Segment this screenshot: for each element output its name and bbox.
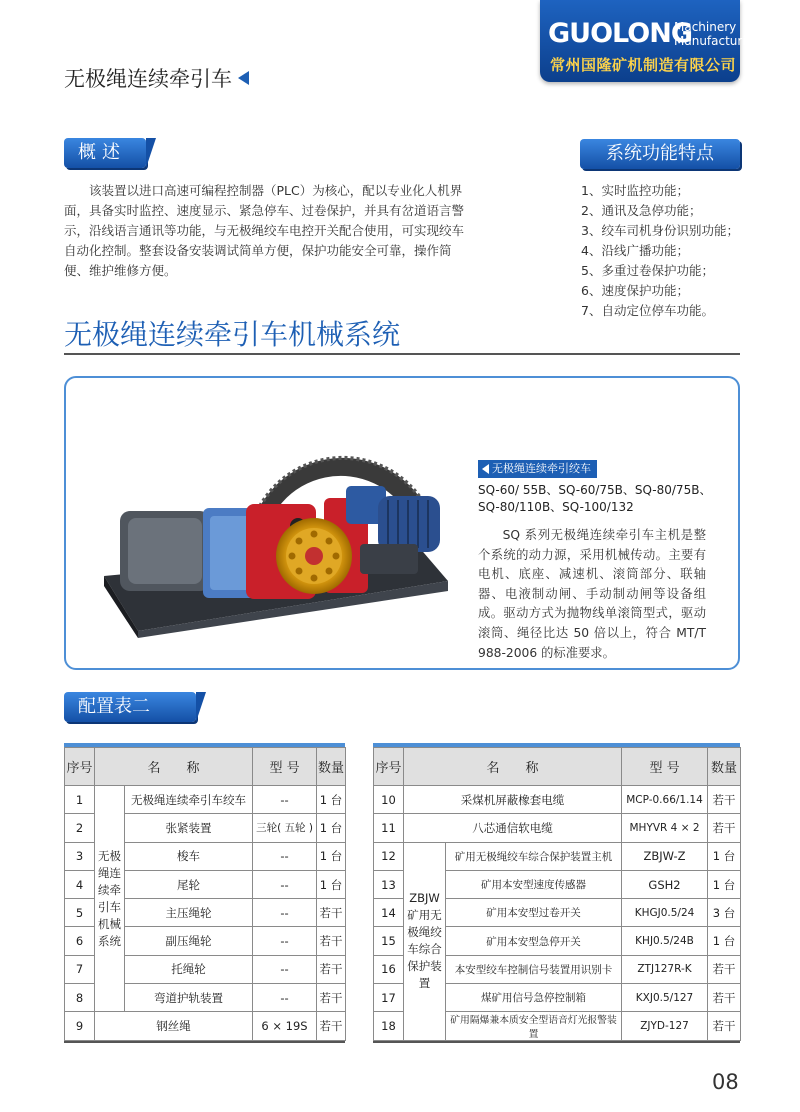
row-model: -- — [253, 786, 317, 814]
company-logo — [540, 0, 761, 82]
row-name: 矿用本安型过卷开关 — [446, 899, 622, 927]
row-name: 矿用无极绳绞车综合保护装置主机 — [446, 842, 622, 870]
product-description: SQ 系列无极绳连续牵引车主机是整个系统的动力源，采用机械传动。主要有电机、底座、减速机、滚筒部分、联轴器、电液制动闸、手动制动闸等设备组成。驱动方式为抛物线单滚筒型式，驱动滚筒、绳径比达 50 倍以上，符合 MT/T 988-2006 的标准要求。 — [478, 528, 706, 660]
config-table-left — [64, 743, 345, 1043]
row-model: -- — [253, 955, 317, 983]
row-name: 采煤机屏蔽橡套电缆 — [404, 786, 622, 814]
row-no: 17 — [374, 984, 404, 1012]
config-heading: 配置表二 — [64, 692, 196, 722]
row-qty: 1 台 — [317, 870, 346, 898]
logo-brand: GUOLONG — [548, 18, 692, 49]
product-models-line: SQ-80/110B、SQ-100/132 — [478, 500, 634, 514]
feature-item: 4、沿线广播功能； — [581, 243, 689, 258]
product-models-line: SQ-60/ 55B、SQ-60/75B、SQ-80/75B、 — [478, 483, 712, 497]
row-qty: 1 台 — [317, 786, 346, 814]
row-name: 弯道护轨装置 — [125, 984, 253, 1012]
header-no: 序号 — [374, 748, 404, 786]
row-model: ZBJW-Z — [622, 842, 708, 870]
row-model: KHJ0.5/24B — [622, 927, 708, 955]
feature-item: 5、多重过卷保护功能； — [581, 263, 714, 278]
row-name: 梭车 — [125, 842, 253, 870]
header-model: 型 号 — [622, 748, 708, 786]
row-no: 2 — [65, 814, 95, 842]
row-name: 副压绳轮 — [125, 927, 253, 955]
row-no: 6 — [65, 927, 95, 955]
table-header-row — [65, 748, 346, 786]
header-qty: 数量 — [317, 748, 346, 786]
row-model: MHYVR 4 × 2 — [622, 814, 708, 842]
table-row — [65, 786, 346, 814]
features-list — [581, 181, 761, 321]
row-model: KXJ0.5/127 — [622, 984, 708, 1012]
row-name: 矿用隔爆兼本质安全型语音灯光报警装置 — [446, 1012, 622, 1041]
row-qty: 1 台 — [708, 927, 741, 955]
row-name: 煤矿用信号急停控制箱 — [446, 984, 622, 1012]
row-qty: 若干 — [708, 1012, 741, 1041]
winch-machine-image — [98, 416, 450, 638]
row-no: 14 — [374, 899, 404, 927]
table-row — [374, 842, 741, 870]
row-qty: 若干 — [317, 899, 346, 927]
row-qty: 若干 — [708, 955, 741, 983]
row-name: 托绳轮 — [125, 955, 253, 983]
row-qty: 若干 — [708, 786, 741, 814]
row-model: -- — [253, 870, 317, 898]
row-qty: 1 台 — [317, 814, 346, 842]
row-name: 张紧装置 — [125, 814, 253, 842]
feature-item: 1、实时监控功能； — [581, 183, 689, 198]
row-no: 12 — [374, 842, 404, 870]
group-cell: 无极绳连续牵引车机械系统 — [95, 786, 125, 1012]
row-no: 11 — [374, 814, 404, 842]
row-qty: 1 台 — [708, 842, 741, 870]
feature-item: 6、速度保护功能； — [581, 283, 689, 298]
row-qty: 若干 — [708, 814, 741, 842]
row-name: 尾轮 — [125, 870, 253, 898]
table-bottom-rule — [373, 1041, 740, 1043]
row-no: 16 — [374, 955, 404, 983]
table-header-row — [374, 748, 741, 786]
features-heading: 系统功能特点 — [580, 139, 740, 169]
row-model: -- — [253, 842, 317, 870]
row-no: 5 — [65, 899, 95, 927]
header-model: 型 号 — [253, 748, 317, 786]
section-divider — [64, 353, 740, 355]
header-name: 名 称 — [95, 748, 253, 786]
feature-item: 3、绞车司机身份识别功能； — [581, 223, 739, 238]
logo-sub-line2: Manufacturing — [674, 34, 761, 48]
row-name: 本安型绞车控制信号装置用识别卡 — [446, 955, 622, 983]
overview-heading: 概述 — [64, 138, 146, 168]
row-qty: 1 台 — [317, 842, 346, 870]
logo-subtitle — [674, 20, 761, 48]
row-qty: 3 台 — [708, 899, 741, 927]
row-name: 矿用本安型急停开关 — [446, 927, 622, 955]
table-row — [65, 1012, 346, 1040]
group-cell: ZBJW矿用无极绳绞车综合保护装置 — [404, 842, 446, 1041]
table-bottom-rule — [64, 1041, 345, 1043]
system-title: 无极绳连续牵引车机械系统 — [64, 318, 401, 351]
config-table-right — [373, 743, 740, 1043]
row-model: ZTJ127R-K — [622, 955, 708, 983]
table-row — [374, 786, 741, 814]
row-model: MCP-0.66/1.14 — [622, 786, 708, 814]
row-name: 矿用本安型速度传感器 — [446, 870, 622, 898]
row-name: 钢丝绳 — [95, 1012, 253, 1040]
row-no: 10 — [374, 786, 404, 814]
feature-item: 7、自动定位停车功能。 — [581, 303, 714, 318]
logo-sub-line1: Machinery — [674, 20, 737, 34]
product-models — [478, 482, 728, 516]
product-tag-label: 无极绳连续牵引绞车 — [492, 462, 591, 475]
row-model: 6 × 19S — [253, 1012, 317, 1040]
row-qty: 1 台 — [708, 870, 741, 898]
row-no: 15 — [374, 927, 404, 955]
page-title — [64, 63, 249, 93]
triangle-left-icon — [238, 71, 249, 85]
page-number: 08 — [712, 1070, 739, 1094]
row-model: -- — [253, 927, 317, 955]
row-qty: 若干 — [317, 955, 346, 983]
table-row — [374, 814, 741, 842]
row-no: 9 — [65, 1012, 95, 1040]
overview-text: 该装置以进口高速可编程控制器（PLC）为核心，配以专业化人机界面，具备实时监控、速度显示、紧急停车、过卷保护，并具有岔道语言警示，沿线语言通讯等功能，与无极绳绞车电控开关配合使用，可实现绞车自动化控制。整套设备安装调试简单方便，保护功能安全可靠，操作简便、维护维修方便。 — [64, 183, 465, 278]
row-no: 13 — [374, 870, 404, 898]
feature-item: 2、通讯及急停功能； — [581, 203, 702, 218]
row-qty: 若干 — [708, 984, 741, 1012]
row-qty: 若干 — [317, 984, 346, 1012]
row-name: 八芯通信软电缆 — [404, 814, 622, 842]
logo-company-name: 常州国隆矿机制造有限公司 — [550, 56, 737, 74]
row-model: KHGJ0.5/24 — [622, 899, 708, 927]
triangle-left-icon — [482, 464, 489, 474]
row-model: 三轮( 五轮 ) — [253, 814, 317, 842]
row-no: 3 — [65, 842, 95, 870]
header-name: 名 称 — [404, 748, 622, 786]
header-qty: 数量 — [708, 748, 741, 786]
row-no: 7 — [65, 955, 95, 983]
row-no: 18 — [374, 1012, 404, 1041]
row-model: GSH2 — [622, 870, 708, 898]
row-name: 无极绳连续牵引车绞车 — [125, 786, 253, 814]
product-panel — [64, 376, 740, 670]
row-model: -- — [253, 984, 317, 1012]
row-no: 8 — [65, 984, 95, 1012]
header-no: 序号 — [65, 748, 95, 786]
row-qty: 若干 — [317, 1012, 346, 1040]
row-no: 4 — [65, 870, 95, 898]
row-model: -- — [253, 899, 317, 927]
row-model: ZJYD-127 — [622, 1012, 708, 1041]
page-title-text: 无极绳连续牵引车 — [64, 67, 232, 91]
product-tag — [478, 460, 597, 478]
row-no: 1 — [65, 786, 95, 814]
row-name: 主压绳轮 — [125, 899, 253, 927]
row-qty: 若干 — [317, 927, 346, 955]
